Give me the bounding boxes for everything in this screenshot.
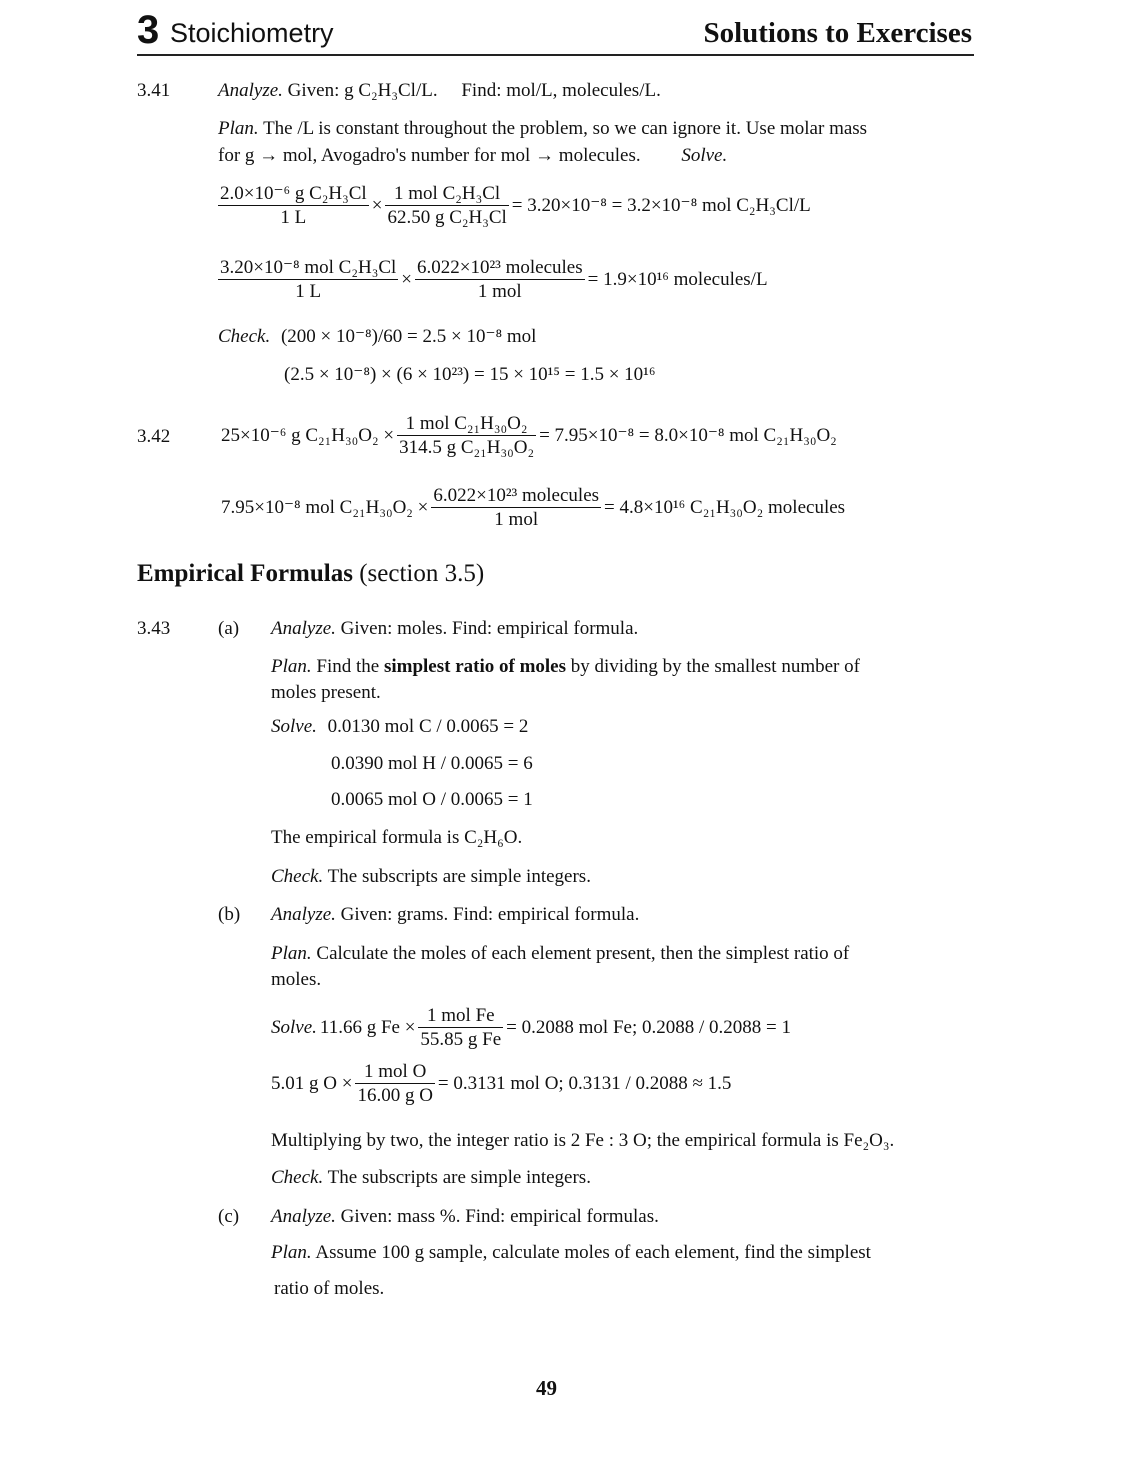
part-b-equation-2 xyxy=(271,1060,734,1107)
numerator: 3.20×10⁻⁸ mol C₂H₃Cl xyxy=(220,257,397,278)
solve-label: Solve. xyxy=(271,1016,317,1038)
chapter-title: Stoichiometry xyxy=(170,18,334,48)
solve-label: Solve. xyxy=(271,716,317,737)
analyze-label: Analyze. xyxy=(271,904,336,925)
numerator: 6.022×10²³ molecules xyxy=(417,257,583,278)
exercise-number-3-43: 3.43 xyxy=(137,618,171,639)
times-sign: × xyxy=(371,194,383,216)
check-text: The subscripts are simple integers. xyxy=(327,1167,591,1188)
solve-label: Solve. xyxy=(681,145,728,166)
check-text: The subscripts are simple integers. xyxy=(327,866,591,887)
plan-label: Plan. xyxy=(271,656,312,677)
part-b-plan-line1 xyxy=(271,943,849,965)
plan-label: Plan. xyxy=(271,943,312,964)
check-text-line1: (200 × 10⁻⁸)/60 = 2.5 × 10⁻⁸ mol xyxy=(280,326,537,347)
denominator: 55.85 g Fe xyxy=(420,1029,502,1050)
section-heading xyxy=(137,560,484,588)
ex342-equation-1 xyxy=(218,412,840,459)
analyze-label: Analyze. xyxy=(271,1206,336,1227)
denominator: 1 L xyxy=(295,281,322,302)
numerator: 1 mol C₂₁H₃₀O₂ xyxy=(397,412,536,436)
denominator: 1 mol xyxy=(494,509,539,530)
check-label: Check. xyxy=(218,326,271,347)
plan-text-post: by dividing by the smallest number of xyxy=(566,656,860,677)
exercise-number-3-42: 3.42 xyxy=(137,426,171,447)
numerator: 1 mol C₂H₃Cl xyxy=(385,182,508,206)
ex341-analyze xyxy=(218,80,661,102)
exercise-number-3-41: 3.41 xyxy=(137,80,171,101)
fraction xyxy=(218,256,398,303)
denominator: 16.00 g O xyxy=(357,1085,433,1106)
fraction xyxy=(418,1004,503,1051)
fraction xyxy=(397,412,536,459)
equation-result: = 0.2088 mol Fe; 0.2088 / 0.2088 = 1 xyxy=(506,1016,791,1038)
part-c-plan-line1 xyxy=(271,1242,871,1264)
part-a-plan-line2: moles present. xyxy=(271,682,381,703)
ex342-equation-2 xyxy=(218,484,848,531)
part-b-equation-1 xyxy=(271,1004,794,1051)
times-sign: × xyxy=(401,268,412,290)
plan-text-line1: Calculate the moles of each element present, then the simplest ratio of xyxy=(316,943,850,964)
analyze-text: Given: moles. Find: empirical formula. xyxy=(340,618,639,639)
equation-lead: 5.01 g O × xyxy=(271,1072,353,1094)
plan-text-line2: for g → mol, Avogadro's number for mol → molecules. xyxy=(218,145,641,166)
part-b-label: (b) xyxy=(218,904,241,925)
equation-lead: 25×10⁻⁶ g C₂₁H₃₀O₂ × xyxy=(221,425,395,446)
ex341-plan-line2 xyxy=(218,145,727,167)
header-right-title: Solutions to Exercises xyxy=(703,17,972,49)
part-a-plan-line1 xyxy=(271,656,860,678)
equation-result: = 0.3131 mol O; 0.3131 / 0.2088 ≈ 1.5 xyxy=(437,1072,732,1094)
part-a-formula: The empirical formula is C₂H₆O. xyxy=(271,827,523,848)
plan-text-line1: Assume 100 g sample, calculate moles of each element, find the simplest xyxy=(315,1242,871,1263)
fraction xyxy=(355,1060,434,1107)
denominator: 1 mol xyxy=(477,281,522,302)
plan-text-pre: Find the xyxy=(316,656,384,677)
numerator: 1 mol Fe xyxy=(418,1004,503,1028)
equation-result: = 4.8×10¹⁶ C₂₁H₃₀O₂ molecules xyxy=(604,496,846,518)
numerator: 1 mol O xyxy=(355,1060,434,1084)
numerator: 6.022×10²³ molecules xyxy=(433,485,600,506)
part-c-label: (c) xyxy=(218,1206,240,1227)
check-label: Check. xyxy=(271,866,324,887)
analyze-label: Analyze. xyxy=(218,80,283,101)
solve-text-line1: 0.0130 mol C / 0.0065 = 2 xyxy=(327,716,529,737)
equation-lead: 11.66 g Fe × xyxy=(319,1016,416,1038)
section-heading-bold: Empirical Formulas xyxy=(137,560,353,587)
ex341-check-line2: (2.5 × 10⁻⁸) × (6 × 10²³) = 15 × 10¹⁵ = 1.5 × 10¹⁶ xyxy=(284,364,656,385)
section-heading-rest: (section 3.5) xyxy=(352,560,485,587)
part-a-check xyxy=(271,866,591,888)
part-a-solve-line2: 0.0390 mol H / 0.0065 = 6 xyxy=(331,753,533,774)
part-a-solve-line1 xyxy=(271,716,528,738)
numerator: 2.0×10⁻⁶ g C₂H₃Cl xyxy=(220,183,367,204)
ex341-check-line1 xyxy=(218,325,536,348)
page-number: 49 xyxy=(536,1376,557,1400)
part-b-analyze xyxy=(271,904,639,926)
denominator: 314.5 g C₂₁H₃₀O₂ xyxy=(399,437,535,458)
chapter-number: 3 xyxy=(137,8,160,52)
fraction xyxy=(431,484,601,531)
plan-text-line1: The /L is constant throughout the problem, so we can ignore it. Use molar mass xyxy=(263,118,868,139)
fraction xyxy=(218,182,369,229)
denominator: 1 L xyxy=(280,207,307,228)
denominator: 62.50 g C₂H₃Cl xyxy=(387,207,507,228)
header-rule xyxy=(137,54,974,56)
analyze-text: Given: g C₂H₃Cl/L. Find: mol/L, molecules/L. xyxy=(287,80,661,101)
equation-result: = 1.9×10¹⁶ molecules/L xyxy=(587,268,768,290)
check-label: Check. xyxy=(271,1167,324,1188)
ex341-equation-1 xyxy=(218,182,814,229)
part-b-multiply: Multiplying by two, the integer ratio is 2 Fe : 3 O; the empirical formula is Fe₂O₃. xyxy=(271,1130,895,1151)
equation-result: = 3.20×10⁻⁸ = 3.2×10⁻⁸ mol C₂H₃Cl/L xyxy=(511,195,811,216)
analyze-label: Analyze. xyxy=(271,618,336,639)
equation-result: = 7.95×10⁻⁸ = 8.0×10⁻⁸ mol C₂₁H₃₀O₂ xyxy=(539,425,837,446)
analyze-text: Given: grams. Find: empirical formula. xyxy=(340,904,640,925)
part-b-check xyxy=(271,1167,591,1189)
equation-lead: 7.95×10⁻⁸ mol C₂₁H₃₀O₂ × xyxy=(221,497,429,518)
fraction xyxy=(385,182,508,229)
plan-text-bold: simplest ratio of moles xyxy=(383,656,567,677)
part-c-analyze xyxy=(271,1206,659,1228)
part-b-plan-line2: moles. xyxy=(271,969,322,990)
part-a-analyze xyxy=(271,618,638,640)
part-c-plan-line2: ratio of moles. xyxy=(274,1278,385,1299)
ex341-plan-line1 xyxy=(218,118,867,140)
part-a-solve-line3: 0.0065 mol O / 0.0065 = 1 xyxy=(331,789,533,810)
fraction xyxy=(415,256,585,303)
ex341-equation-2 xyxy=(218,256,771,303)
plan-label: Plan. xyxy=(271,1242,312,1263)
plan-label: Plan. xyxy=(218,118,259,139)
part-a-label: (a) xyxy=(218,618,240,639)
analyze-text: Given: mass %. Find: empirical formulas. xyxy=(340,1206,659,1227)
